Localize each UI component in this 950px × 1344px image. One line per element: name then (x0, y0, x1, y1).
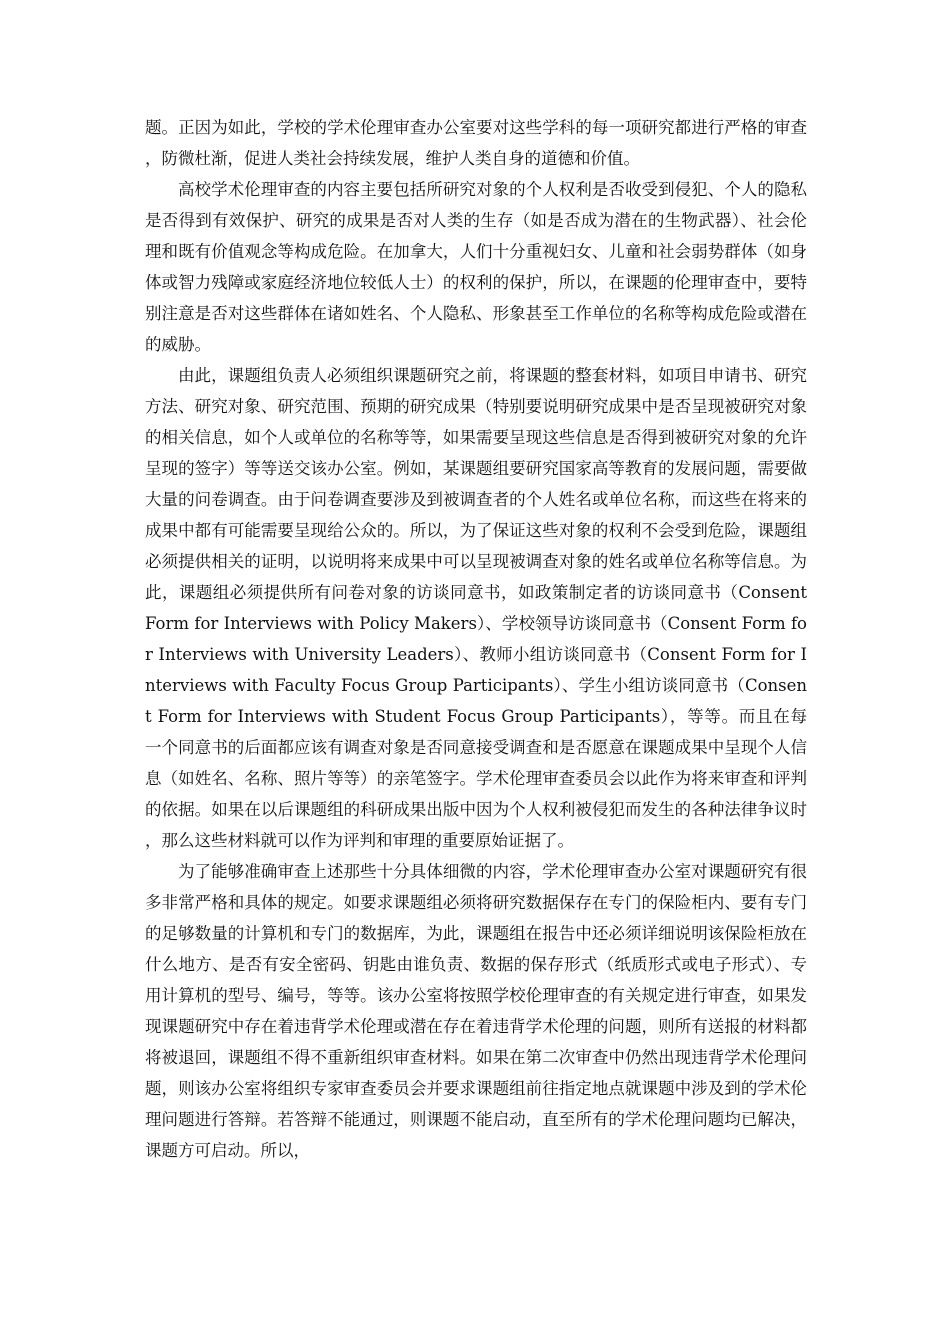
paragraph-review-content: 高校学术伦理审查的内容主要包括所研究对象的个人权利是否收受到侵犯、个人的隐私是否得到有效保护、研究的成果是否对人类的生存（如是否成为潜在的生物武器）、社会伦理和既有价值观念等构成危险。在加拿大，人们十分重视妇女、儿童和社会弱势群体（如身体或智力残障或家庭经济地位较低人士）的权利的保护，所以，在课题的伦理审查中，要特别注意是否对这些群体在诸如姓名、个人隐私、形象甚至工作单位的名称等构成危险或潜在的威胁。 (145, 180, 807, 354)
body-text (145, 112, 807, 1166)
paragraph-continuation: 题。正因为如此，学校的学术伦理审查办公室要对这些学科的每一项研究都进行严格的审查，防微杜渐，促进人类社会持续发展，维护人类自身的道德和价值。 (145, 118, 807, 168)
paragraph-consent-forms: 由此，课题组负责人必须组织课题研究之前，将课题的整套材料，如项目申请书、研究方法、研究对象、研究范围、预期的研究成果（特别要说明研究成果中是否呈现被研究对象的相关信息，如个人或单位的名称等等，如果需要呈现这些信息是否得到被研究对象的允许呈现的签字）等等送交该办公室。例如，某课题组要研究国家高等教育的发展问题，需要做大量的问卷调查。由于问卷调查要涉及到被调查者的个人姓名或单位名称，而这些在将来的成果中都有可能需要呈现给公众的。所以，为了保证这些对象的权利不会受到危险，课题组必须提供相关的证明，以说明将来成果中可以呈现被调查对象的姓名或单位名称等信息。为此，课题组必须提供所有问卷对象的访谈同意书，如政策制定者的访谈同意书（Consent Form for Interviews with Policy Makers）、学校领导访谈同意书（Consent Form for Interviews with University Leaders）、教师小组访谈同意书（Consent Form for Interviews with Faculty Focus Group Participants）、学生小组访谈同意书（Consent Form for Interviews with Student Focus Group Participants），等等。而且在每一个同意书的后面都应该有调查对象是否同意接受调查和是否愿意在课题成果中呈现个人信息（如姓名、名称、照片等等）的亲笔签字。学术伦理审查委员会以此作为将来审查和评判的依据。如果在以后课题组的科研成果出版中因为个人权利被侵犯而发生的各种法律争议时，那么这些材料就可以作为评判和审理的重要原始证据了。 (145, 366, 807, 850)
paragraph-data-storage: 为了能够准确审查上述那些十分具体细微的内容，学术伦理审查办公室对课题研究有很多非常严格和具体的规定。如要求课题组必须将研究数据保存在专门的保险柜内、要有专门的足够数量的计算机和专门的数据库，为此，课题组在报告中还必须详细说明该保险柜放在什么地方、是否有安全密码、钥匙由谁负责、数据的保存形式（纸质形式或电子形式）、专用计算机的型号、编号，等等。该办公室将按照学校伦理审查的有关规定进行审查，如果发现课题研究中存在着违背学术伦理或潜在存在着违背学术伦理的问题，则所有送报的材料都将被退回，课题组不得不重新组织审查材料。如果在第二次审查中仍然出现违背学术伦理问题，则该办公室将组织专家审查委员会并要求课题组前往指定地点就课题中涉及到的学术伦理问题进行答辩。若答辩不能通过，则课题不能启动，直至所有的学术伦理问题均已解决，课题方可启动。所以， (145, 862, 807, 1160)
